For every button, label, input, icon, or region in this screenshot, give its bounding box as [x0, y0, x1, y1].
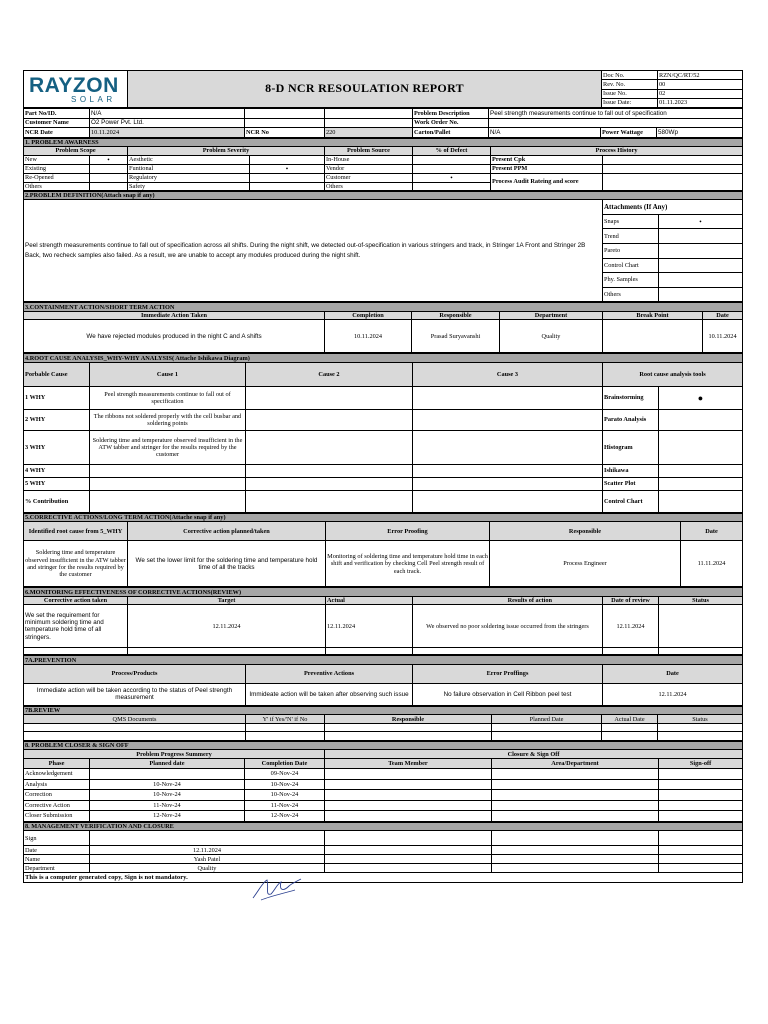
department: Quality — [500, 320, 603, 353]
column-header: Corrective action planned/taken — [128, 522, 326, 541]
table-cell: Present Cpk — [491, 155, 603, 164]
status — [659, 605, 743, 648]
customer-label: Customer Name — [24, 118, 90, 128]
column-header: Y' if Yes/'N' if No — [246, 715, 325, 724]
attachment-label: Pareto — [603, 244, 659, 259]
planned-date: 11-Nov-24 — [90, 800, 245, 811]
table-cell: Aesthetic — [128, 155, 250, 164]
attachment-label: Snaps — [603, 214, 659, 229]
column-header: Status — [658, 715, 743, 724]
info-table — [23, 108, 743, 138]
break-point — [603, 320, 703, 353]
sign-label: Sign — [24, 831, 90, 846]
corrective-action-text: We set the lower limit for the soldering time and temperature hold time of all the tracks — [128, 541, 326, 587]
table-cell: Regulatory — [128, 173, 250, 182]
column-header: Cause 2 — [246, 362, 413, 386]
why-label: 4 WHY — [24, 464, 90, 477]
column-header: Actual Date — [602, 715, 658, 724]
why-label: 2 WHY — [24, 409, 90, 430]
table-cell: Present PPM — [491, 164, 603, 173]
column-header: Sign-off — [659, 758, 743, 768]
tick-mark — [250, 155, 325, 164]
verifier-department: Quality — [90, 864, 325, 873]
logo — [24, 71, 128, 108]
column-header: Process/Products — [24, 664, 246, 683]
responsible-person: Process Engineer — [490, 541, 681, 587]
preventive-action-text: Immideate action will be taken after observing such issue — [246, 683, 413, 705]
tick-mark — [250, 182, 325, 190]
column-header: Completion Date — [245, 758, 325, 768]
section-title: 3.CONTAINMENT ACTION/SHORT TERM ACTION — [24, 303, 743, 312]
closure-table — [23, 741, 743, 822]
completion-date: 12-Nov-24 — [245, 811, 325, 822]
prevention-date: 12.11.2024 — [603, 683, 743, 705]
tick-mark — [659, 244, 743, 259]
planned-date: 10-Nov-24 — [90, 790, 245, 801]
tick-mark — [659, 229, 743, 244]
verification-date: 12.11.2024 — [90, 846, 325, 855]
meta-label: Doc No. — [602, 71, 658, 80]
cause-text: Soldering time and temperature observed insufficient in the ATW tabber and stringer for the results required by the customer — [90, 430, 246, 464]
section-title: 5.CORRECTIVE ACTIONS/LONG TERM ACTION(Attache snap if any) — [24, 513, 743, 522]
table-cell: Process Audit Rateing and score — [491, 173, 603, 190]
tick-mark — [250, 173, 325, 182]
column-header: Error Proofing — [326, 522, 490, 541]
rca-tool-label: Ishikawa — [603, 464, 659, 477]
meta-value: 01.11.2023 — [658, 98, 743, 107]
section-title: 1. PROBLEM AWARNESS — [24, 138, 743, 147]
tick-mark: • — [413, 173, 491, 182]
tick-mark — [659, 464, 743, 477]
phase-label: Closer Submission — [24, 811, 90, 822]
meta-label: Issue Date: — [602, 98, 658, 107]
immediate-action-text: We have rejected modules produced in the night C and A shifts — [24, 320, 325, 353]
wattage-value: 580Wp — [657, 128, 743, 138]
column-header: Process History — [491, 147, 743, 156]
column-header: Porbable Cause — [24, 362, 90, 386]
column-header: Immediate Action Taken — [24, 311, 325, 320]
attachments-title: Attachments (If Any) — [603, 200, 743, 215]
wattage-label: Power Wattage — [601, 128, 657, 138]
tick-mark: • — [659, 214, 743, 229]
ncr-no-value: 220 — [325, 128, 413, 138]
process-text: Immediate action will be taken according to the status of Peel strength measurement — [24, 683, 246, 705]
cause-text: The ribbons not soldered properly with the cell busbar and soldering points — [90, 409, 246, 430]
attachment-label: Trend — [603, 229, 659, 244]
column-header: Responsible — [325, 715, 492, 724]
tick-mark — [90, 173, 128, 182]
column-header: Status — [659, 596, 743, 605]
column-header: Problem Severity — [128, 147, 325, 156]
root-cause-text: Soldering time and temperature observed insufficient in the ATW tabber and stringer for the results required by the customer — [24, 541, 128, 587]
signature-icon — [251, 876, 311, 904]
completion-date: 10.11.2024 — [325, 320, 412, 353]
customer-value: O2 Power Pvt. Ltd. — [90, 118, 245, 128]
meta-value: RZN/QC/RT/52 — [658, 71, 743, 80]
table-cell: Vendor — [325, 164, 413, 173]
tick-mark — [659, 477, 743, 490]
column-header: Cause 3 — [413, 362, 603, 386]
completion-date: 10-Nov-24 — [245, 790, 325, 801]
column-header: Target — [128, 596, 326, 605]
footer-note: This is a computer generated copy, Sign is not mandatory. — [24, 873, 743, 883]
tick-mark — [659, 273, 743, 288]
ncr-no-label: NCR No — [245, 128, 325, 138]
management-verification-table — [23, 822, 743, 884]
tick-mark — [659, 258, 743, 273]
cause-text — [90, 490, 246, 512]
column-header: Phase — [24, 758, 90, 768]
problem-desc-label: Problem Description — [413, 109, 489, 119]
column-header: Problem Scope — [24, 147, 128, 156]
phase-label: Corrective Action — [24, 800, 90, 811]
prevention-table — [23, 655, 743, 706]
phase-label: Analysis — [24, 779, 90, 790]
column-header: Responsible — [490, 522, 681, 541]
table-cell: New — [24, 155, 90, 164]
column-header: Planned date — [90, 758, 245, 768]
rca-tool-label: Brainstorming — [603, 386, 659, 409]
tick-mark — [659, 490, 743, 512]
section-title: 4.ROOT CAUSE ANALYSIS_WHY-WHY ANALYSIS( Attache Ishikawa Diagram) — [24, 354, 743, 363]
ncr-report — [23, 70, 742, 933]
attachment-label: Phy. Samples — [603, 273, 659, 288]
results-text: We observed no poor soldering issue occurred from the stringers — [413, 605, 603, 648]
tick-mark: ● — [659, 386, 743, 409]
cause-text — [90, 464, 246, 477]
column-header: Date — [603, 664, 743, 683]
column-header: Identified root cause from 5_WHY — [24, 522, 128, 541]
completion-date: 10-Nov-24 — [245, 779, 325, 790]
tick-mark: • — [90, 155, 128, 164]
root-cause-table — [23, 353, 743, 513]
column-header: Error Proffings — [413, 664, 603, 683]
column-header: Date of review — [603, 596, 659, 605]
column-header: Completion — [325, 311, 412, 320]
ncr-date-value: 10.11.2024 — [90, 128, 245, 138]
why-label: % Contribution — [24, 490, 90, 512]
tick-mark — [413, 182, 491, 190]
tick-mark — [90, 164, 128, 173]
column-header: Closure & Sign Off — [325, 750, 743, 759]
why-label: 3 WHY — [24, 430, 90, 464]
problem-desc-value: Peel strength measurements continue to fall out of specification — [489, 109, 743, 119]
why-label: 5 WHY — [24, 477, 90, 490]
meta-label: Issue No. — [602, 89, 658, 98]
date-label: Date — [24, 846, 90, 855]
logo-text: RAYZON — [29, 74, 119, 97]
work-order-value — [489, 118, 743, 128]
section-title: 8. PROBLEM CLOSER & SIGN OFF — [24, 741, 743, 750]
rca-tool-label: Control Chart — [603, 490, 659, 512]
problem-awareness-table — [23, 138, 743, 191]
column-header: Area/Department — [492, 758, 659, 768]
completion-date: 09-Nov-24 — [245, 768, 325, 779]
rca-tool-label: Histogram — [603, 430, 659, 464]
corrective-action-table — [23, 513, 743, 588]
phase-label: Correction — [24, 790, 90, 801]
carton-value: N/A — [489, 128, 601, 138]
error-proofing-text: No failure observation in Cell Ribbon peel test — [413, 683, 603, 705]
column-header: Root cause analysis tools — [603, 362, 743, 386]
logo-subtext: SOLAR — [71, 95, 116, 104]
table-cell: Re-Opened — [24, 173, 90, 182]
column-header: Problem Progress Summery — [24, 750, 325, 759]
cause-text — [90, 477, 246, 490]
planned-date: 12-Nov-24 — [90, 811, 245, 822]
column-header: QMS Documents — [24, 715, 246, 724]
section-title: 6.MONITORING EFFECTIVENESS OF CORRECTIVE ACTIONS(REVIEW) — [24, 588, 743, 597]
table-cell: Customer — [325, 173, 413, 182]
rca-tool-label: Scatter Plot — [603, 477, 659, 490]
department-label: Department — [24, 864, 90, 873]
problem-definition-table — [23, 191, 743, 303]
review-date: 12.11.2024 — [603, 605, 659, 648]
part-no-label: Part No/ID. — [24, 109, 90, 119]
carton-label: Carton/Pallet — [413, 128, 489, 138]
containment-action-table — [23, 302, 743, 353]
section-title: 7A.PREVENTION — [24, 656, 743, 665]
tick-mark: • — [250, 164, 325, 173]
column-header: Date — [703, 311, 743, 320]
phase-label: Acknowledgement — [24, 768, 90, 779]
table-cell: Others — [24, 182, 90, 190]
tick-mark — [413, 155, 491, 164]
actual-date: 12.11.2024 — [326, 605, 413, 648]
column-header: Problem Source — [325, 147, 413, 156]
why-label: 1 WHY — [24, 386, 90, 409]
column-header: Date — [681, 522, 743, 541]
monitoring-action-text: We set the requirement for minimum soldering time and temperature hold time of all stringers. — [24, 605, 128, 648]
name-label: Name — [24, 855, 90, 864]
report-title: 8-D NCR RESOULATION REPORT — [128, 71, 602, 108]
section-title: 7B.REVIEW — [24, 706, 743, 715]
planned-date: 10-Nov-24 — [90, 779, 245, 790]
work-order-label: Work Order No. — [413, 118, 489, 128]
table-cell: Others — [325, 182, 413, 190]
column-header: Corrective action taken — [24, 596, 128, 605]
rca-tool-label: Parato Analysis — [603, 409, 659, 430]
tick-mark — [413, 164, 491, 173]
column-header: Results of action — [413, 596, 603, 605]
verifier-name: Yash Patel — [90, 855, 325, 864]
table-cell: Funtional — [128, 164, 250, 173]
attachment-label: Control Chart — [603, 258, 659, 273]
target-date: 12.11.2024 — [128, 605, 326, 648]
action-date: 10.11.2024 — [703, 320, 743, 353]
error-proofing-text: Monitoring of soldering time and temperature hold time in each shift and verification by checking Cell Peel strength result of each track. — [326, 541, 490, 587]
column-header: Cause 1 — [90, 362, 246, 386]
header-table — [23, 70, 743, 108]
meta-value: 00 — [658, 80, 743, 89]
planned-date — [90, 768, 245, 779]
section-title: 2.PROBLEM DEFINITION(Attach snap if any) — [24, 191, 743, 200]
column-header: Department — [500, 311, 603, 320]
part-no-value: N/A — [90, 109, 245, 119]
attachment-label: Others — [603, 287, 659, 302]
problem-definition-text: Peel strength measurements continue to fall out of specification across all shifts. During the night shift, we detected out-of-specification in various stringers and track, in Stringer 1A Front and Stringer 2B Back, two recheck samples also failed. As a result, we are unable to accept any modules produced during the night shift. — [24, 200, 603, 302]
table-cell: Existing — [24, 164, 90, 173]
column-header: Break Point — [603, 311, 703, 320]
tick-mark — [659, 430, 743, 464]
column-header: Actual — [326, 596, 413, 605]
meta-value: 02 — [658, 89, 743, 98]
monitoring-table — [23, 587, 743, 655]
tick-mark — [659, 409, 743, 430]
tick-mark — [659, 287, 743, 302]
action-date: 11.11.2024 — [681, 541, 743, 587]
table-cell: Safety — [128, 182, 250, 190]
responsible-person: Prasad Suryavanshi — [412, 320, 500, 353]
ncr-date-label: NCR Date — [24, 128, 90, 138]
column-header: Preventive Actions — [246, 664, 413, 683]
column-header: Responsible — [412, 311, 500, 320]
meta-label: Rev. No. — [602, 80, 658, 89]
section-title: 8. MANAGEMENT VERIFICATION AND CLOSURE — [24, 822, 743, 831]
tick-mark — [90, 182, 128, 190]
completion-date: 11-Nov-24 — [245, 800, 325, 811]
cause-text: Peel strength measurements continue to fall out of specification — [90, 386, 246, 409]
review-table — [23, 706, 743, 741]
column-header: Planned Date — [492, 715, 602, 724]
table-cell: In-House — [325, 155, 413, 164]
column-header: % of Defect — [413, 147, 491, 156]
column-header: Team Member — [325, 758, 492, 768]
